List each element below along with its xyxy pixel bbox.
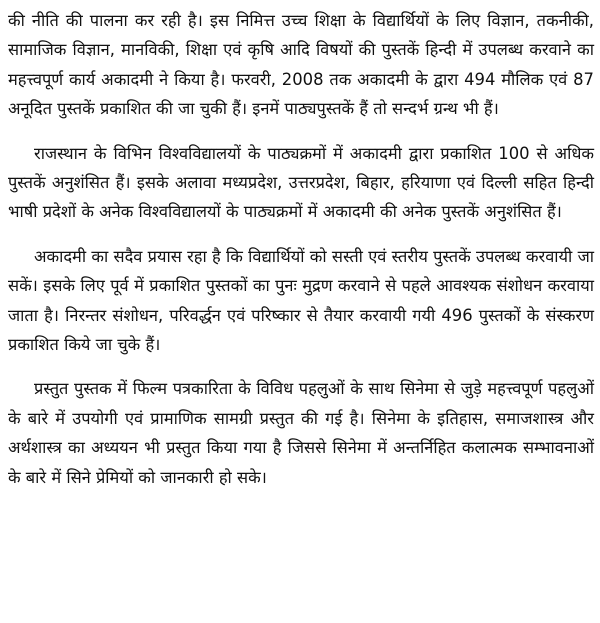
paragraph-continuation: की नीति की पालना कर रही है। इस निमित्त उच्च शिक्षा के विद्यार्थियों के लिए विज्ञान, तकनीकी, सामाजिक विज्ञान, मानविकी, शिक्षा एवं कृषि आदि विषयों की पुस्तकें हिन्दी में उपलब्ध करवाने का महत्त्वपूर्ण कार्य अकादमी ने किया है। फरवरी, 2008 तक अकादमी के द्वारा 494 मौलिक एवं 87 अनूदित पुस्तकें प्रकाशित की जा चुकी हैं। इनमें पाठ्यपुस्तकें हैं तो सन्दर्भ ग्रन्थ भी हैं। [8, 11, 594, 119]
paragraph-book-introduction: प्रस्तुत पुस्तक में फिल्म पत्रकारिता के विविध पहलुओं के साथ सिनेमा से जुड़े महत्त्वपूर्ण पहलुओं के बारे में उपयोगी एवं प्रामाणिक सामग्री प्रस्तुत की गई है। सिनेमा के इतिहास, समाजशास्त्र और अर्थशास्त्र का अध्ययन भी प्रस्तुत किया गया है जिससे सिनेमा में अन्तर्निहित कलात्मक सम्भावनाओं के बारे में सिने प्रेमियों को जानकारी हो सके। [8, 379, 594, 487]
paragraph-university-syllabus: राजस्थान के विभिन विश्वविद्यालयों के पाठ्यक्रमों में अकादमी द्वारा प्रकाशित 100 से अधिक पुस्तकें अनुशंसित हैं। इसके अलावा मध्यप्रदेश, उत्तरप्रदेश, बिहार, हरियाणा एवं दिल्ली सहित हिन्दी भाषी प्रदेशों के अनेक विश्वविद्यालयों के पाठ्यक्रमों में अकादमी की अनेक पुस्तकें अनुशंसित हैं। [8, 143, 594, 222]
paragraph-affordable-books: अकादमी का सदैव प्रयास रहा है कि विद्यार्थियों को सस्ती एवं स्तरीय पुस्तकें उपलब्ध करवायी जा सकें। इसके लिए पूर्व में प्रकाशित पुस्तकों का पुनः मुद्रण करवाने से पहले आवश्यक संशोधन करवाया जाता है। निरन्तर संशोधन, परिवर्द्धन एवं परिष्कार से तैयार करवायी गयी 496 पुस्तकों के संस्करण प्रकाशित किये जा चुके हैं। [8, 246, 594, 355]
